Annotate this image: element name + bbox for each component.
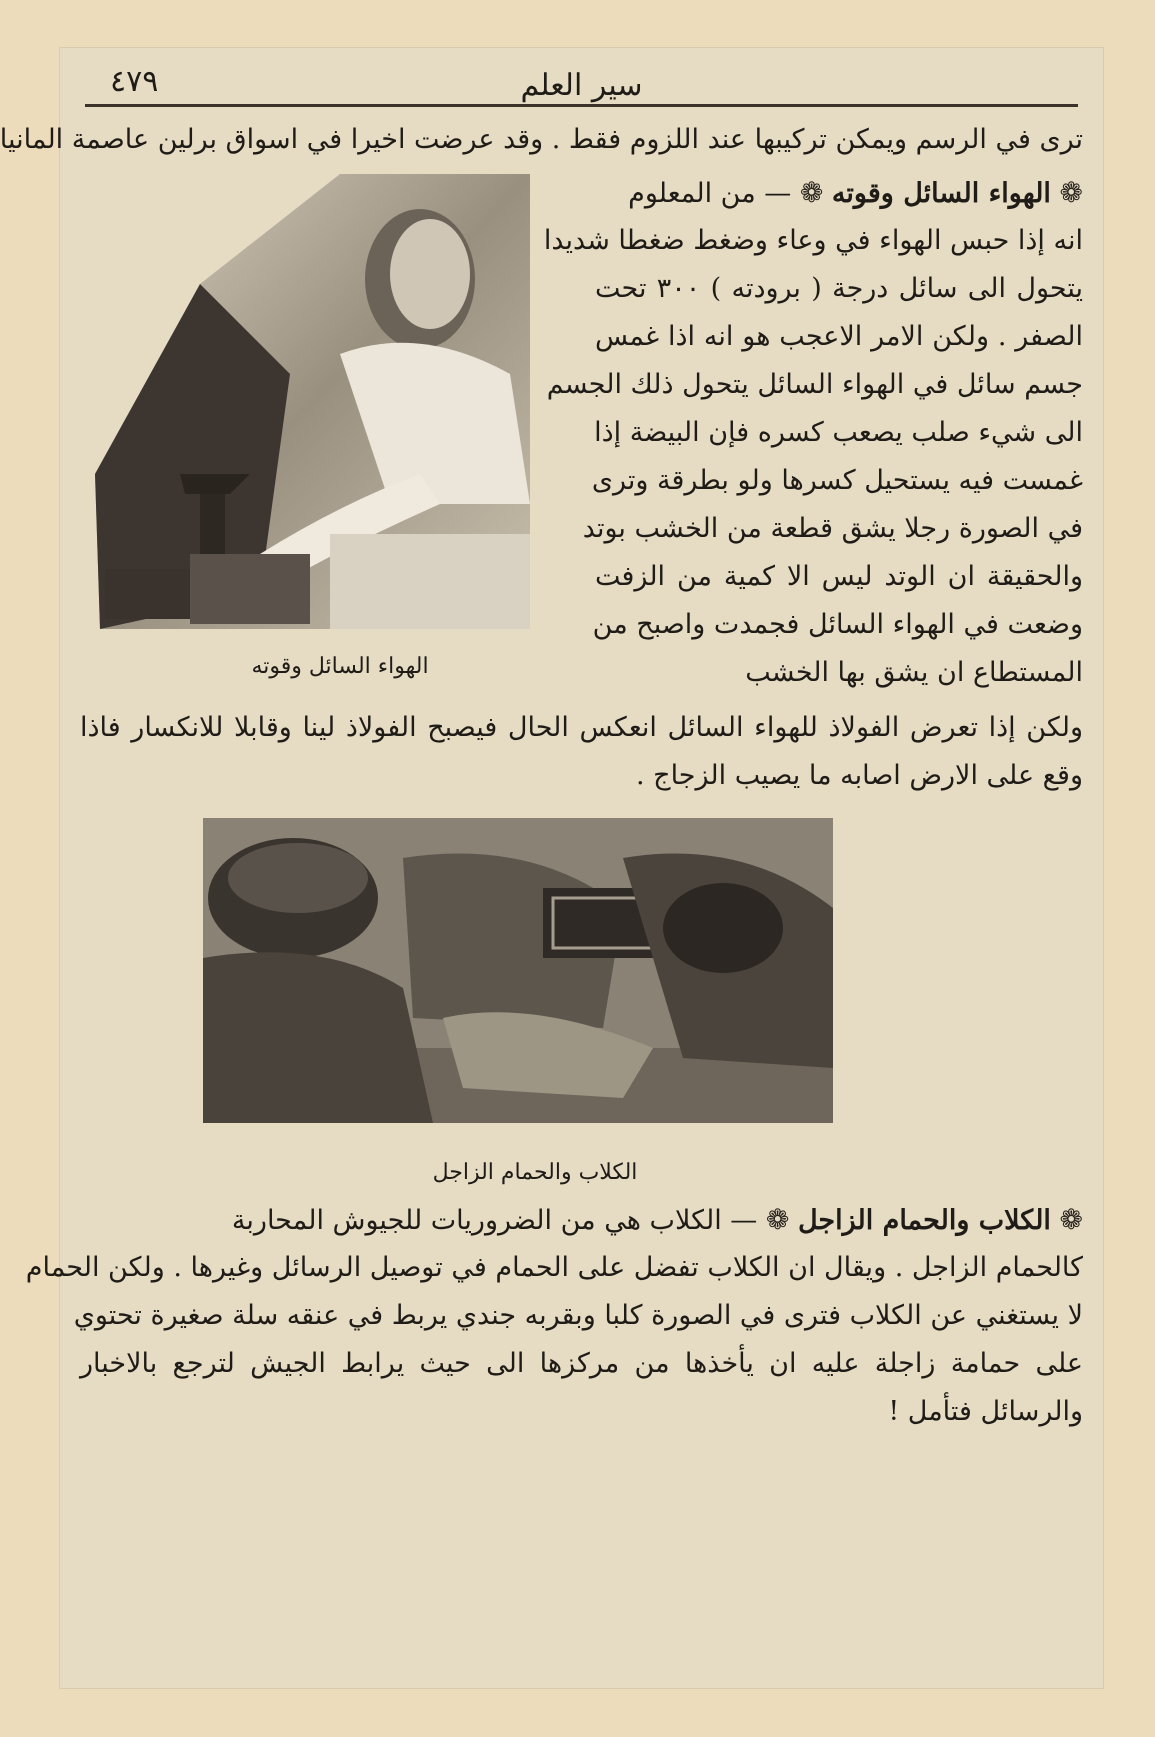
section1-first-line [595,173,1083,214]
section1-line-6: غمست فيه يستحيل كسرها ولو بطرقة وترى [591,465,1083,496]
page-header [85,60,1078,110]
section2-line-0: كالحمام الزاجل . ويقال ان الكلاب تفضل على الحمام في توصيل الرسائل وغيرها . ولكن الحمام [25,1252,1083,1283]
magazine-page [0,48,1103,1688]
section1-line-1: انه إذا حبس الهواء في وعاء وضغط ضغطا شديدا [543,225,1083,256]
section1-line-2: يتحول الى سائل درجة ( برودته ) ٣٠٠ تحت [595,273,1083,304]
photo-dogs-pigeons-caption: الكلاب والحمام الزاجل [432,1160,638,1185]
section1-line-8: والحقيقة ان الوتد ليس الا كمية من الزفت [595,561,1083,592]
ornament-icon: ❁ [799,176,824,209]
section2-line-3: والرسائل فتأمل ! [888,1396,1083,1427]
photo-liquid-air [90,174,530,629]
ornament-icon: ❁ [1059,1203,1083,1236]
section1-continuation-0: ولكن إذا تعرض الفولاذ للهواء السائل انعكس الحال فيصبح الفولاذ لينا وقابلا للانكسار فاذا [80,712,1083,743]
section2-line-1: لا يستغني عن الكلاب فترى في الصورة كلبا وبقربه جندي يربط في عنقه سلة صغيرة تحتوي [73,1300,1083,1331]
ornament-icon: ❁ [765,1203,790,1236]
section2-line-2: على حمامة زاجلة عليه ان يأخذها من مركزها الى حيث يرابط الجيش لترجع بالاخبار [80,1348,1083,1379]
section1-line-0: — من المعلوم [628,178,792,209]
running-title: سير العلم [520,67,643,103]
section2-first-line-rest: — الكلاب هي من الضروريات للجيوش المحاربة [231,1205,758,1236]
section1-line-3: الصفر . ولكن الامر الاعجب هو انه اذا غمس [595,321,1083,352]
header-rule [85,104,1078,107]
section1-heading: الهواء السائل وقوته [831,178,1051,209]
section2-first-line [80,1200,1083,1241]
section1-line-7: في الصورة رجلا يشق قطعة من الخشب بوتد [582,513,1083,544]
ornament-icon: ❁ [1059,176,1083,209]
photo-liquid-air-caption: الهواء السائل وقوته [251,654,429,679]
photo-liquid-air-image [90,174,530,629]
section1-line-9: وضعت في الهواء السائل فجمدت واصبح من [592,609,1083,640]
section1-line-4: جسم سائل في الهواء السائل يتحول ذلك الجسم [546,369,1083,400]
section1-continuation-1: وقع على الارض اصابه ما يصيب الزجاج . [635,760,1083,791]
photo-dogs-pigeons [203,818,833,1123]
photo-dogs-pigeons-image [203,818,833,1123]
top-line: ترى في الرسم ويمكن تركيبها عند اللزوم فقط . وقد عرضت اخيرا في اسواق برلين عاصمة المانيا [0,124,1083,155]
page-number: ٤٧٩ [110,64,159,99]
section2-heading: الكلاب والحمام الزاجل [797,1205,1051,1236]
section1-line-10: المستطاع ان يشق بها الخشب [745,657,1083,688]
section1-line-5: الى شيء صلب يصعب كسره فإن البيضة إذا [594,417,1083,448]
